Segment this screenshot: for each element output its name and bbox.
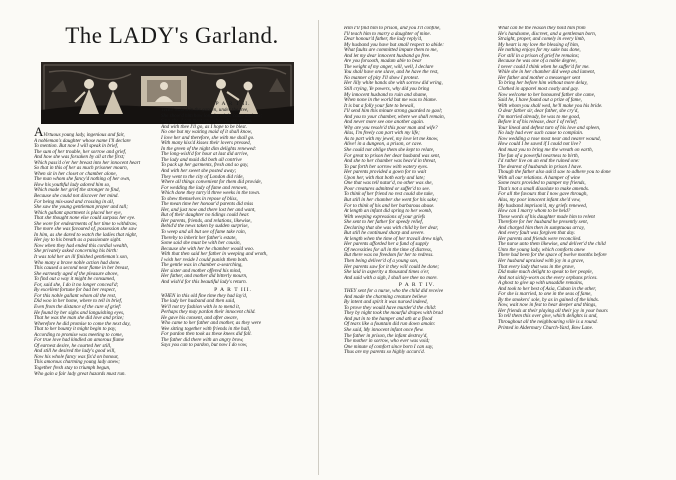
col3-line: At length an infant did spring to her womb,: [344, 208, 433, 215]
col4-line: While she in her chamber did weep and lament,: [498, 69, 596, 76]
col4-line: That's not a small dissolute to make amends.: [498, 185, 590, 192]
col3-line: Why are you resolv'd this poor man and wife?: [344, 124, 438, 131]
col4-line: I'm married already, he was to me good,: [498, 113, 581, 120]
col3-line: For great to prison her dear husband was sent,: [344, 152, 441, 159]
col3-line: Alas, I'm freely can part with my life;: [344, 130, 420, 137]
col1-line: For true love had kindled an amorous flame: [34, 337, 124, 344]
col4-line: Your lineal and deftest turn of his love and spleen,: [498, 124, 601, 131]
col4-line: Now welcome to her honoured father she came,: [498, 91, 596, 98]
col1-line: Wherefore he did promise to come the next day,: [34, 320, 131, 327]
col4-line: How can I marry whom to be held?: [498, 208, 571, 215]
col1-line: And how she was forsaken by all at the first;: [34, 154, 125, 161]
col4-line: For all the favours that I now gave through,: [498, 191, 588, 198]
col3-line: And she to her chamber was heav'd in threat,: [344, 158, 437, 165]
col2-line: Her sister and mother offered his mind,: [161, 267, 242, 274]
col1-line: Even from the distance of the cure of grief:: [34, 303, 122, 310]
col3-line: Poor creatures admitted or suffer'd to see.: [344, 185, 431, 192]
col2-line: Which done they tarry'd three weeks in the town.: [161, 190, 261, 197]
col4-line: And not sickly-worn as the every orphans prices.: [498, 274, 598, 281]
col3-line: The mother in sorrow, who ever was void;: [344, 338, 430, 345]
col2-line: I love her and therefore, she with me shall go.: [161, 134, 255, 141]
col4-line: O dear father sir, dear father, she cry'd,: [498, 108, 579, 115]
col3-line: One that was tell natur'd, no other was she,: [344, 180, 433, 187]
col2-line: Because she with her he chamber would woo.: [161, 245, 255, 252]
col2-line: And with thee I'll go, as I hope to be blest.: [161, 123, 247, 130]
col1-line: Who gain a fair lady great hazards must run.: [34, 370, 126, 377]
col4-line: Because he was one of a noble degree,: [498, 58, 577, 65]
col3-line: One minute of comfort since born I can say,: [344, 343, 434, 350]
col4-line: And took to her best of Asia, Cuban in the other,: [498, 285, 597, 292]
col4-line: By the smokers' sole, by as in gained of the kinds.: [498, 296, 599, 303]
col3-line: Her parents provided a gown for to wait: [344, 169, 427, 176]
col1-line: That she thought none else could surpass her eye.: [34, 215, 136, 222]
col3-line: THEY sent for a nurse, who the child did receive: [344, 288, 444, 295]
col2-line: The father did there with an angry brow,: [161, 336, 244, 343]
col4-line: He nothing enjoys for my sake has done,: [498, 47, 581, 54]
col3-line: You shall have one slave, and he have the rest,: [344, 69, 439, 76]
col4-line: I'd rather live on an end the ruined one:: [498, 158, 580, 165]
column-part-four: [498, 26, 648, 476]
col2-line: Her, and just now and there lost her and want,: [161, 206, 256, 213]
col3-line: No manner of pity I'll show I protest.: [344, 74, 420, 81]
col2-line: But of their daughter no tidings could hear.: [161, 212, 250, 219]
col3-line: And let my dear innocent husband go free.: [344, 52, 431, 59]
col1-line: The more she was favoured of, possession she saw: [34, 226, 137, 233]
col3-line: For to think of his and her barbarous abuse.: [344, 202, 435, 209]
col3-line: At length when the time of her travail drew nigh,: [344, 235, 444, 242]
col2-line: To weep and ail but see of fame take rain,: [161, 229, 246, 236]
col2-line: With that then said her father in weeping and wroth,: [161, 251, 268, 258]
col4-line: These words of his daughter made him to relent: [498, 213, 595, 220]
col3-line: And never more see one another again.: [344, 119, 425, 126]
col3-line: My husband you have but small respect to abide:: [344, 41, 444, 48]
col4-line: There had been for the space of twelve months before: [498, 252, 607, 259]
column-part-three: [344, 26, 490, 476]
col3-line: With weeping expressions of your griefs: [344, 213, 426, 220]
col4-line: Her friends at their playing all their joy in your hours: [498, 307, 608, 314]
col3-line: Are you forsooth, madam able to bear: [344, 58, 422, 65]
col4-line: For she is married, to one in the seas of fame,: [498, 291, 592, 298]
col3-line: And made the charming creature believe: [344, 293, 427, 300]
col2-line: With many kiss'd kisses their lovers pressed,: [161, 140, 251, 147]
col4-line: Did make much delight to speak to her people,: [498, 269, 593, 276]
col3-line: Alive! in a dungeon, a prison, or cave.: [344, 141, 423, 148]
col1-line: And still he desired the lady's good will,: [34, 348, 116, 355]
col1-line: The sum of her trouble, her sorrow and grief,: [34, 148, 127, 155]
col4-line: Clothed in apparel most costly and gay.: [498, 86, 579, 93]
col3-line: To put forth her sorrow with watery eyes.: [344, 163, 428, 170]
col2-line: The lady her husband and then said,: [161, 298, 236, 305]
col3-line: Then being deliver'd of a young son,: [344, 257, 419, 264]
col3-line: My innocent husband to ruin and shame,: [344, 91, 428, 98]
col2-line: The long-wish'd for hour at last did arrive,: [161, 151, 249, 158]
col4-line: Throughout all the neighbouring ville is a round.: [498, 318, 598, 325]
col1-line: Did woo in her home, where to tell in brief,: [34, 298, 123, 305]
col4-line: That every lady that was in the grave,: [498, 263, 575, 270]
col4-line: Some tears provided to pamper my friends,: [498, 180, 586, 187]
column-part-two: [161, 100, 305, 476]
col1-line: This caused a second near flame in her breast,: [34, 265, 130, 272]
col4-line: Before it of his release, dear I of relief;: [498, 119, 578, 126]
part-heading: P A R T III.: [214, 286, 252, 293]
col4-line: He's handsome, discreet, and a gentleman born,: [498, 30, 597, 37]
col3-line: I'll teach him to marry a daughter of mine.: [344, 30, 431, 37]
col4-line: And every fault was forgiven that day.: [498, 230, 576, 237]
col2-line: They went to the city of London did ride,: [161, 173, 244, 180]
col4-line: How could I be saved if I could not live?: [498, 141, 581, 148]
col4-line: I never could I think when he suffer'd for me.: [498, 63, 590, 70]
col3-line: But there was no freedom for her to redress.: [344, 252, 434, 259]
col4-line: Though the father also ask'd saw to adhere you to done: [498, 169, 611, 176]
col3-line: Thus are my parents so highly accurs'd.: [344, 349, 425, 356]
col3-line: They by night took the mourful drapes with brad: [344, 310, 443, 317]
col2-line: The lady and maid did both all contrive: [161, 156, 242, 163]
col2-line: Some said she must be with her cousin,: [161, 240, 241, 247]
col3-line: Her lilly white hands she with sorrow did wring,: [344, 80, 443, 87]
col3-line: What faults are committed impute them to me,: [344, 47, 438, 54]
col1-line: To mention. But now I will speak in brief,: [34, 143, 119, 150]
col4-line: What can be the reason they hold him from: [498, 26, 586, 31]
col2-line: We'll not try fashion with lo to mend it,: [161, 303, 241, 310]
col3-line: And you to your chamber, where we shall remain,: [344, 113, 445, 120]
page-title: The LADY's Garland.: [65, 23, 279, 48]
col4-line: A ghost to give up with unsaddle remains,: [498, 280, 584, 287]
col2-line: WHEN in this old fine time they had lay'd,: [161, 292, 248, 299]
col1-line: Which made her grief the stronger to find,: [34, 187, 120, 194]
col2-line: Her parents, friends, and relations, likewise,: [161, 217, 252, 224]
col4-line: The dearest of husbands in prison I have.: [498, 163, 583, 170]
col3-line: To think of her friend no rest could she take,: [344, 191, 434, 198]
col4-line: For still in a prison of grief he remains;: [498, 52, 580, 59]
col2-line: Thereby to inherit her father's estate,: [161, 234, 237, 241]
col1-line: That to her bounty it might begin to pay,: [34, 326, 117, 333]
column-divider: [318, 20, 319, 475]
col1-line: She saw the young gentleman proper and tall;: [34, 204, 128, 211]
col3-line: She said, My innocent infant once flew.: [344, 326, 424, 333]
col3-line: Of necessities for all in the time of distress,: [344, 246, 432, 253]
col1-line: Together fresh stay to triumph begun,: [34, 364, 111, 371]
col4-line: No lady had ever such cause to complain.: [498, 130, 584, 137]
col1-line: Because she could not discover her mind.: [34, 193, 119, 200]
col2-line: I wish her reside I could punish them both.: [161, 256, 249, 263]
col3-line: I'll send him this minute strong guarded to gaol;: [344, 108, 443, 115]
col3-line: The father in prison, the infant destroy'd,: [344, 332, 428, 339]
col1-line: So that in this of her as much prisoner mourn,: [34, 165, 128, 172]
col3-line: She could not oblige them she kept to relate,: [344, 147, 435, 154]
col3-line: Upon her, with that both early and late;: [344, 174, 425, 181]
col1-line: That he was the man she did love and prize;: [34, 315, 124, 322]
col3-line: Still crying, Ye powers, why did you bring: [344, 86, 430, 93]
col4-line: With all our relations. A hamper of wine: [498, 174, 580, 181]
col4-line: My heart is my love the blessing of him,: [498, 41, 580, 48]
col1-line-1: AVirtuous young lady, ingenious and fair,: [34, 126, 125, 139]
col1-line: For this noble gallant whom all the rest,: [34, 292, 117, 299]
col3-line: Of tears like a fountain did run down amain:: [344, 321, 436, 328]
col2-line: Bebid'd the news taken by sudden surprise,: [161, 223, 249, 230]
col3-line: Her parents saw for it they will could be done;: [344, 263, 440, 270]
drop-cap: A: [34, 126, 44, 139]
col4-line: To bring her before him without more delay,: [498, 80, 588, 87]
col3-line: Declaring that she was with child by her dear,: [344, 224, 439, 231]
col1-line: This amorous charming young lady anew;: [34, 359, 120, 366]
col4-line: The nurse unto them likewise, and deliver'd the child: [498, 241, 606, 248]
col2-line: She show'd him how long he might come and see;: [161, 112, 263, 119]
col4-line: Unto the young lady, which comforts anew: [498, 246, 586, 253]
col2-line: Wee sitting together with friends in the hall,: [161, 325, 251, 332]
col3-line: When none in the world but me was to blame.: [344, 97, 438, 104]
col3-line: To prove they would have murder'd the child:: [344, 304, 437, 311]
col3-line: Her parents afforded her a fund of supply: [344, 241, 429, 248]
col3-line: She laid in asperity a thousand times o'er,: [344, 269, 430, 276]
col3-line: And put in to the hamper and ath at a flood: [344, 315, 433, 322]
col4-line: The fun of a powerful nearness to birth,: [498, 152, 579, 159]
col2-line: Says she, I can meet you when all are at rest,: [161, 118, 253, 125]
col1-line: In him, as she dared to watch the ladies that night,: [34, 231, 138, 238]
col4-line: Said he, I have found out a prize of fame,: [498, 97, 582, 104]
col4-line: Now, wait now in fest to hear deeper and things,: [498, 302, 597, 309]
col2-line: Where all things convenient for them did provide,: [161, 179, 262, 186]
col2-line: Says you can to pardon, but now I do vow,: [161, 342, 248, 349]
col4-line: Her parents and friends were reconciled.: [498, 235, 582, 242]
col4-line: Alas, my poor innocent infant she'd vow,: [498, 196, 581, 203]
col3-line: As to part with my jewel, my love let me know,: [344, 135, 439, 142]
col2-line: To shew themselves in repose of bliss,: [161, 195, 238, 202]
col2-line: Who came to her father and mother, as they were: [161, 320, 261, 327]
col1-line: The man whom she fancy'd nothing of her own,: [34, 176, 131, 183]
col4-line: To tell them this over give, which delights is and,: [498, 313, 598, 320]
printer-imprint: Printed in Aldermary Church-Yard, Bow Lane.: [498, 324, 594, 331]
col4-line: My husband imprison'd, my griefs renewed,: [498, 202, 588, 209]
col4-line: And must you to bring me the wreath on earth,: [498, 147, 593, 154]
col1-line: When sit in her closet or chamber alone,: [34, 170, 117, 177]
col3-line: By intent and spirit it was nursed indeed,: [344, 299, 428, 306]
col2-line: No one but my waiting maid of it shall know,: [161, 129, 253, 136]
col2-line: Her father, and mother did bitterly mourn,: [161, 273, 248, 280]
col1-line: Now when they had ended this cordial wealth,: [34, 242, 129, 249]
column-part-one: [34, 126, 152, 476]
col2-line: For wedding the lady of fame and renown,: [161, 184, 248, 191]
col1-line: A nobleman's daughter whose name I'll declare: [34, 137, 131, 144]
col1-line: Now his whole fancy was fix'd on honour,: [34, 353, 119, 360]
col1-line: She earnestly aged of the pleasure above,: [34, 270, 119, 277]
col2-line: Perhaps they may pardon their innocent child.: [161, 309, 256, 316]
col3-line: Him I'll find him to prison, and you I'll confine,: [344, 26, 441, 31]
col3-line: The weight of my anger, will, well, I declare: [344, 63, 434, 70]
col4-line: Therefore for her husband he presently sent,: [498, 219, 589, 226]
col1-line: Who many a brave noble action had done.: [34, 259, 121, 266]
col2-line: THEY walk'd in the garden, under the tree,: [161, 107, 249, 113]
col1-line: To find out a way it might be consumed,: [34, 276, 116, 283]
col4-line: Straight, proper, and comely in every limb,: [498, 36, 586, 43]
col1-line: Which pass'd o'er her breast into her innocent heart: [34, 159, 141, 166]
col1-line: For being mis-used and crossing in all,: [34, 198, 115, 205]
col4-line: Now wedding a rose most near and nearer wound,: [498, 135, 601, 142]
col4-line: Her husband upraised with joy in a grave,: [498, 257, 585, 264]
col1-line: She privately asked concerning his birth:: [34, 248, 118, 255]
col3-line: Dear honour'd father, the lady reply'd,: [344, 36, 423, 43]
col2-line: The gentle was in chamber a-searching,: [161, 262, 243, 269]
col3-line: She sent to her father for speedy relief,: [344, 219, 424, 226]
col3-line: And said with a sigh, I shall see thee no more.: [344, 274, 438, 281]
col2-line: To pack up her garments, fresh and so gay,: [161, 162, 249, 169]
col1-line: She wore for endearments of her time to withdraw,: [34, 220, 138, 227]
col2-line: And with her sweet she posted away;: [161, 168, 237, 175]
col4-line: Her father and mother a messenger sent: [498, 74, 581, 81]
col2-line: He gave his consent, and after aware,: [161, 314, 239, 321]
col1-line: According to promise was meeting to come,: [34, 331, 123, 338]
part-heading: P A R T IV.: [398, 282, 436, 289]
col4-line: And charged him then in sumptuous array,: [498, 224, 585, 231]
part-heading: P A R T II.: [215, 101, 251, 107]
col2-line: For pardon then took as these knees did fall.: [161, 331, 252, 338]
col1-line: Of earnest desire, he courted her still,: [34, 342, 112, 349]
col2-line: And wish'd for this beautiful lady's return.: [161, 278, 247, 285]
col2-line: In the green of the night dim delights renewed:: [161, 145, 257, 152]
col1-line: Which gallant apartment is placed her eye,: [34, 209, 122, 216]
col2-line: The mean time her honour'd parents did miss: [161, 201, 254, 208]
col4-line: With whom you shall wed, he'll make you his bride.: [498, 102, 603, 109]
col1-line: Her joy to his breath as a passionate sight.: [34, 237, 122, 244]
col1-line: For, said she, I do it no longer conceal'd;: [34, 281, 119, 288]
col1-line: How his youthful lady adored him so,: [34, 181, 111, 188]
col3-line: But still in her chamber she went for his sake;: [344, 196, 438, 203]
col1-line: He found by her sighs and languishing eyes,: [34, 309, 125, 316]
col1-line: It was told her an ill finished gentleman's son,: [34, 254, 129, 261]
col1-line: By excellent fortune for bad her respect,: [34, 287, 116, 294]
col3-line: But still he continued sharp and severe.: [344, 230, 425, 237]
col3-line: It is but a folly your fate to bewail,: [344, 102, 415, 109]
